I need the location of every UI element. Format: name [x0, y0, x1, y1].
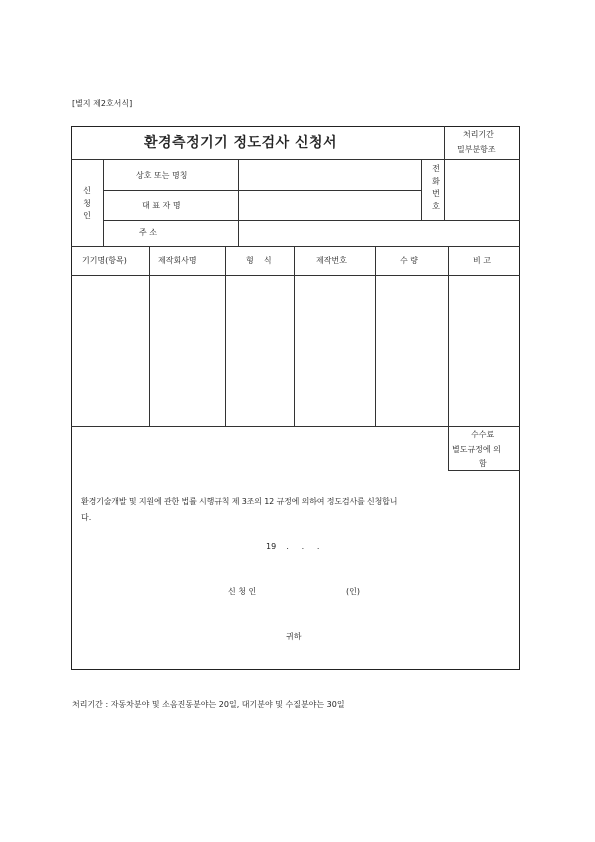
phone-label-left: [421, 159, 422, 220]
fee-label: 수수료: [471, 430, 495, 439]
seal-mark: (인): [346, 587, 360, 596]
remarks-cell[interactable]: [450, 277, 518, 424]
table-col-divider-5: [448, 246, 449, 470]
processing-period-value: 밀부분항조: [457, 145, 496, 154]
field-label-divider: [238, 159, 239, 246]
applicant-signature-label: 신 청 인: [228, 587, 257, 596]
table-col-divider-1: [149, 246, 150, 426]
form-title: 환경측정기기 정도검사 신청서: [144, 135, 338, 151]
business-name-field[interactable]: [240, 161, 419, 189]
header-quantity: 수 량: [400, 256, 418, 265]
device-name-cell[interactable]: [73, 277, 147, 424]
table-col-divider-4: [375, 246, 376, 426]
row-divider-2: [103, 220, 520, 221]
application-date: 19 . . .: [266, 542, 320, 551]
model-cell[interactable]: [227, 277, 292, 424]
applicant-section-label: 신 청 인: [83, 186, 91, 220]
address-field[interactable]: [240, 222, 518, 245]
table-body-bottom: [71, 426, 520, 427]
manufacturer-cell[interactable]: [151, 277, 223, 424]
row-divider-1: [103, 190, 421, 191]
header-serial-number: 제작번호: [316, 256, 347, 265]
fee-note-line1: 별도규정에 의: [452, 445, 501, 454]
header-manufacturer: 제작회사명: [158, 256, 197, 265]
header-model: 형 식: [246, 256, 272, 265]
fee-box-bottom: [448, 470, 520, 471]
processing-period-label: 처리기간: [463, 130, 494, 139]
table-header-bottom: [71, 275, 520, 276]
fee-note-line2: 함: [479, 459, 487, 468]
title-right-divider: [444, 126, 445, 221]
serial-number-cell[interactable]: [296, 277, 373, 424]
applicant-section-bottom: [71, 246, 520, 247]
table-col-divider-3: [294, 246, 295, 426]
header-remarks: 비 고: [473, 256, 491, 265]
application-statement-line2: 다.: [81, 513, 92, 522]
address-label: 주 소: [139, 228, 157, 237]
header-device-name: 기기명(항목): [82, 256, 127, 265]
application-statement-line1: 환경기술개발 및 지원에 관한 법률 시행규칙 제 3조의 12 규정에 의하여 정도검사를 신청합니: [81, 497, 398, 506]
business-name-label: 상호 또는 명칭: [136, 171, 188, 180]
representative-name-field[interactable]: [240, 192, 419, 219]
quantity-cell[interactable]: [377, 277, 446, 424]
recipient-label: 귀하: [286, 632, 302, 641]
applicant-signature-field[interactable]: [262, 584, 342, 600]
applicant-label-divider: [103, 159, 104, 246]
phone-number-field[interactable]: [450, 161, 518, 219]
table-col-divider-2: [225, 246, 226, 426]
form-number-label: [별지 제2호서식]: [72, 99, 133, 108]
title-row-divider: [71, 159, 520, 160]
phone-number-label: 전 화 번 호: [432, 164, 440, 211]
representative-name-label: 대 표 자 명: [142, 201, 181, 210]
processing-period-footnote: 처리기간 : 자동차분야 및 소음진동분야는 20일, 대기분야 및 수질분야는 30일: [72, 700, 345, 709]
